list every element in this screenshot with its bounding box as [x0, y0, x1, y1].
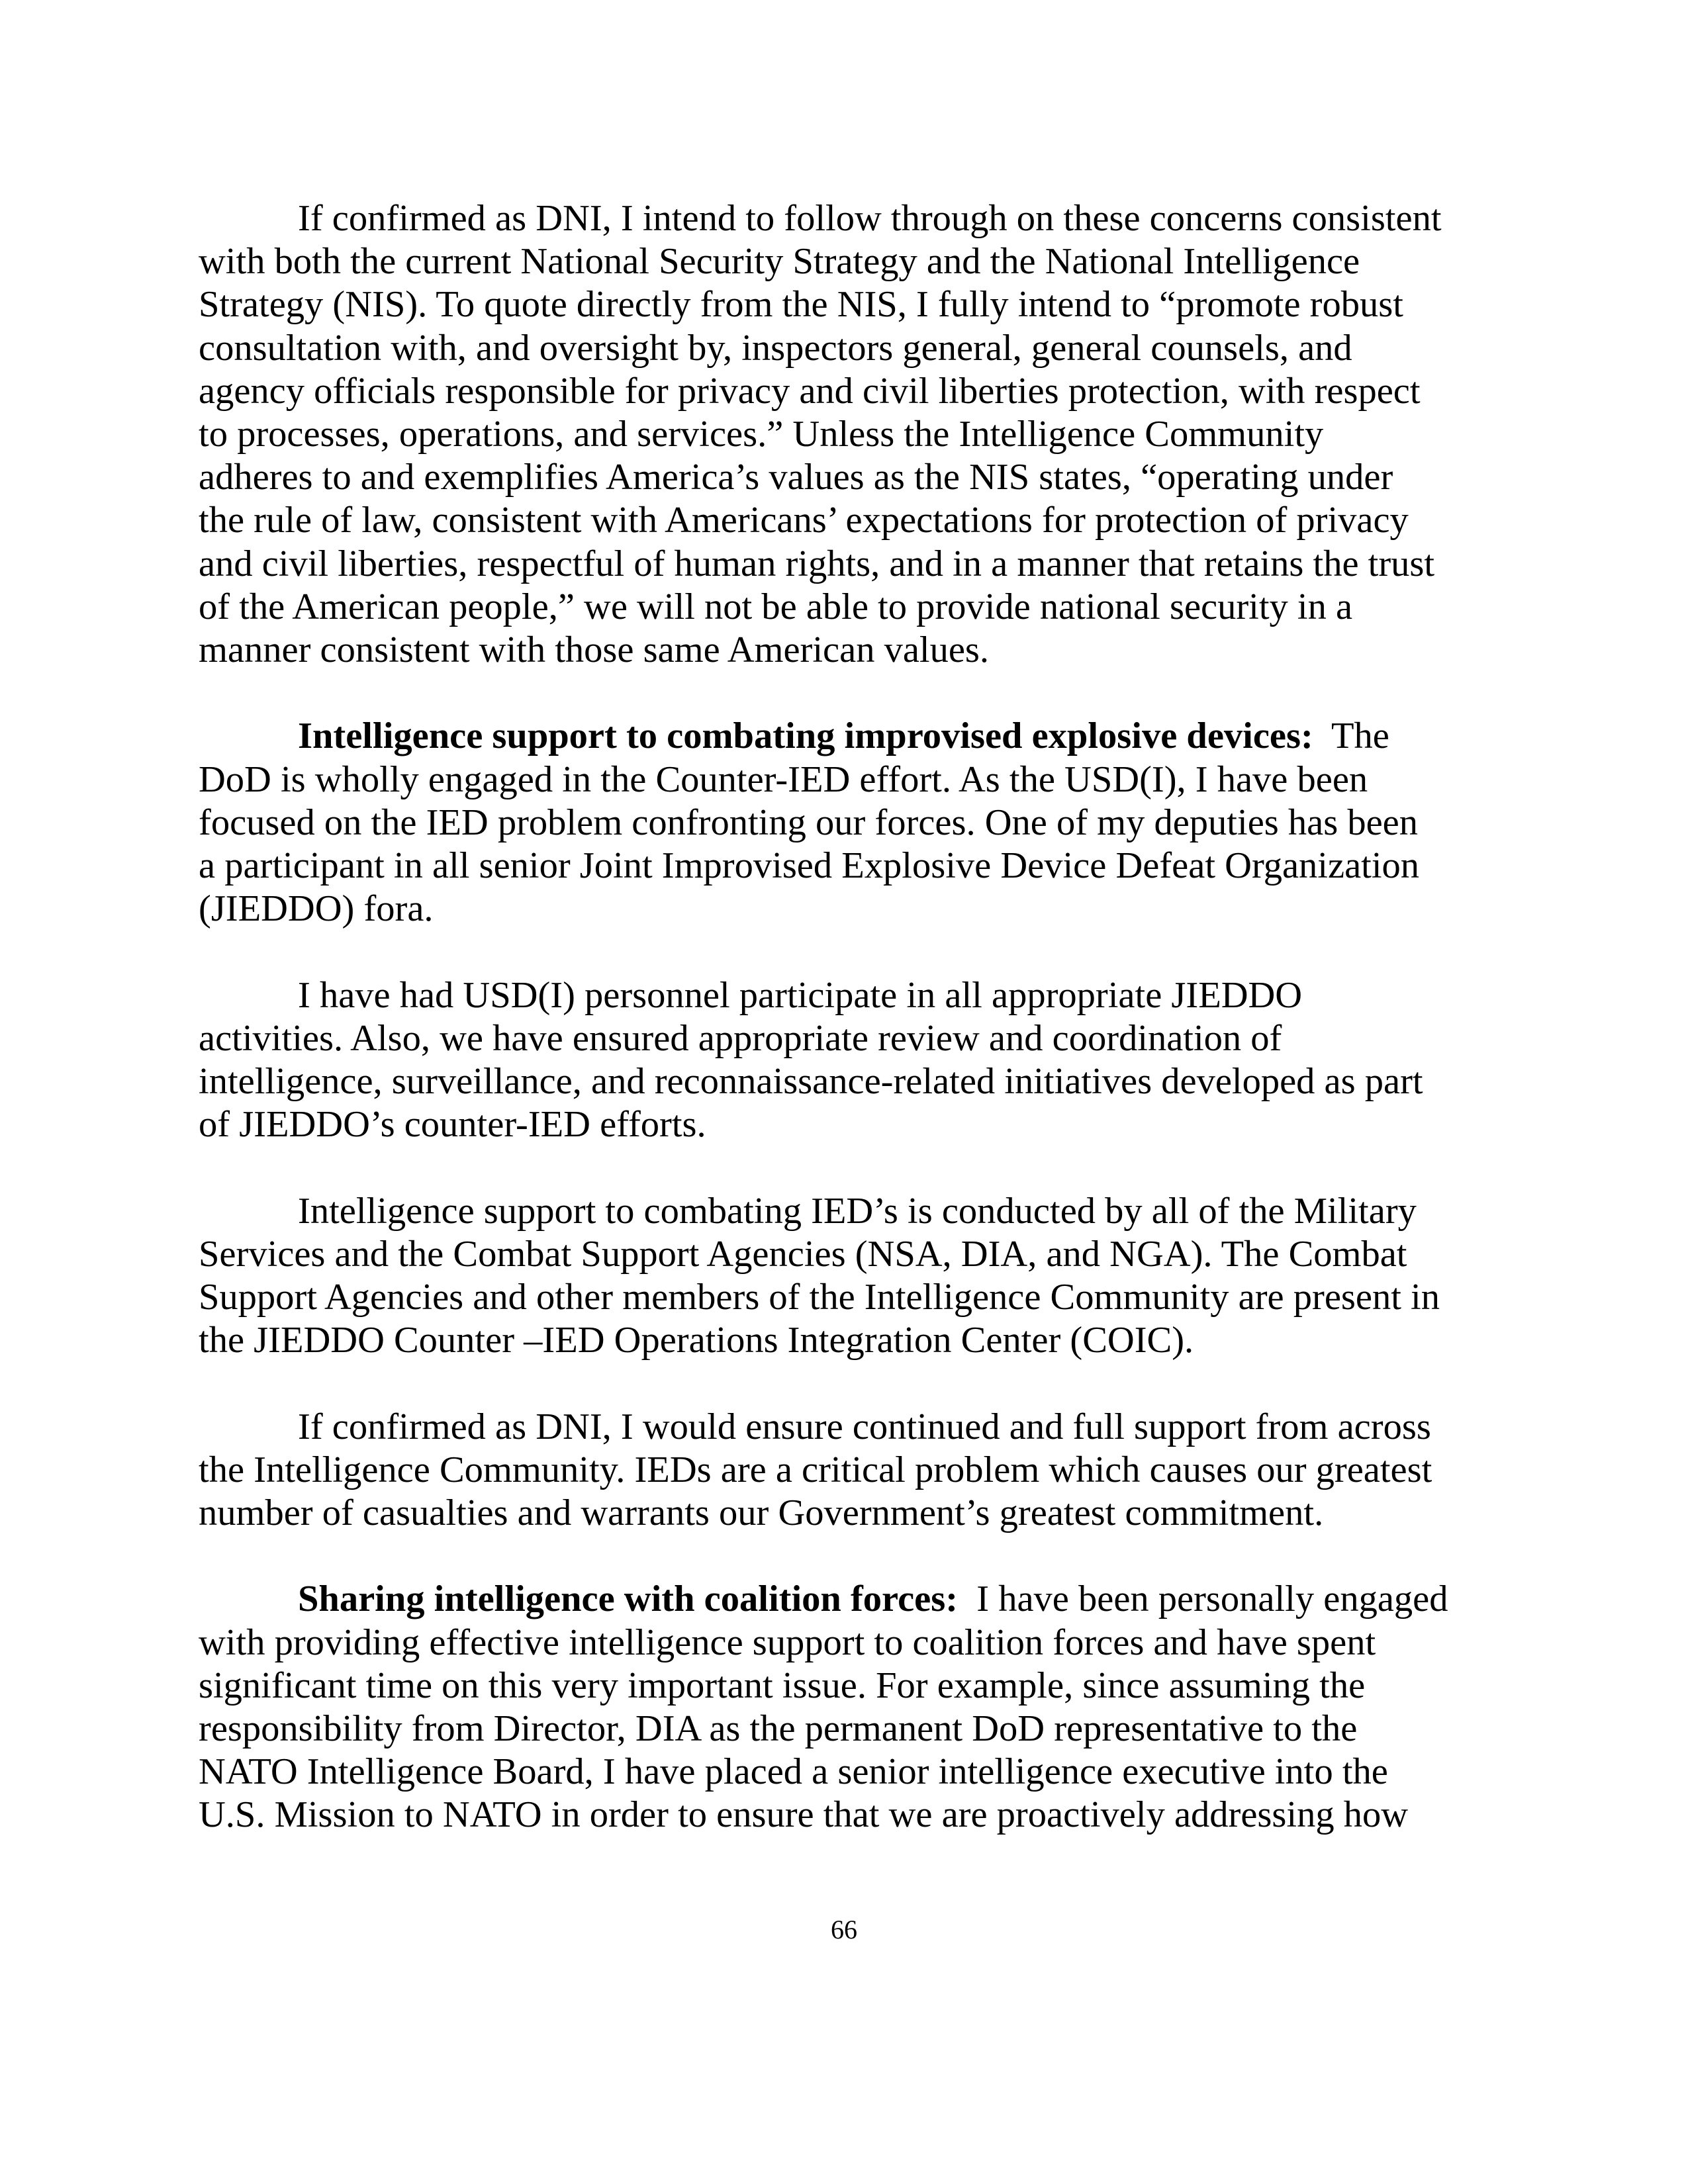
text-line: of the American people,” we will not be able to provide national security in a	[199, 586, 1353, 627]
paragraph-dni-oversight	[199, 197, 1504, 672]
text-line: intelligence, surveillance, and reconnaissance-related initiatives developed as part	[199, 1061, 1423, 1103]
text-line: the rule of law, consistent with Americans’ expectations for protection of privacy	[199, 500, 1409, 541]
paragraph-dni-support	[199, 1406, 1504, 1535]
section-heading: Intelligence support to combating improvised explosive devices:	[298, 715, 1313, 757]
text-line: number of casualties and warrants our Government’s greatest commitment.	[199, 1492, 1324, 1534]
text-line: manner consistent with those same American values.	[199, 629, 990, 671]
text-line: Support Agencies and other members of the Intelligence Community are present in	[199, 1277, 1440, 1318]
text-run: I have been personally engaged	[958, 1578, 1448, 1620]
text-line: significant time on this very important issue. For example, since assuming the	[199, 1664, 1366, 1706]
paragraph-combat-support-agencies	[199, 1190, 1504, 1363]
text-line: Services and the Combat Support Agencies (NSA, DIA, and NGA). The Combat	[199, 1233, 1407, 1275]
text-line: a participant in all senior Joint Improvised Explosive Device Defeat Organization	[199, 845, 1420, 887]
text-line: responsibility from Director, DIA as the permanent DoD representative to the	[199, 1708, 1358, 1750]
text-line: If confirmed as DNI, I would ensure continued and full support from across	[298, 1406, 1431, 1447]
text-line: activities. Also, we have ensured appropriate review and coordination of	[199, 1017, 1282, 1059]
text-line: U.S. Mission to NATO in order to ensure that we are proactively addressing how	[199, 1794, 1409, 1836]
text-line: the Intelligence Community. IEDs are a critical problem which causes our greatest	[199, 1449, 1432, 1490]
text-line: agency officials responsible for privacy and civil liberties protection, with respect	[199, 370, 1421, 412]
text-line: DoD is wholly engaged in the Counter-IED effort. As the USD(I), I have been	[199, 758, 1368, 800]
text-line: focused on the IED problem confronting our forces. One of my deputies has been	[199, 801, 1418, 843]
page-number: 66	[831, 1915, 857, 1944]
section-heading: Sharing intelligence with coalition forces:	[298, 1578, 959, 1620]
text-line: Strategy (NIS). To quote directly from the NIS, I fully intend to “promote robust	[199, 284, 1403, 326]
text-line: If confirmed as DNI, I intend to follow through on these concerns consistent	[298, 198, 1442, 239]
text-run: The	[1313, 715, 1389, 757]
text-line	[199, 715, 1504, 758]
paragraph-usdi-personnel	[199, 974, 1504, 1147]
text-line: adheres to and exemplifies America’s values as the NIS states, “operating under	[199, 457, 1393, 498]
text-line: with both the current National Security Strategy and the National Intelligence	[199, 241, 1360, 283]
text-line: of JIEDDO’s counter-IED efforts.	[199, 1104, 706, 1146]
text-line: NATO Intelligence Board, I have placed a senior intelligence executive into the	[199, 1751, 1388, 1793]
text-line: Intelligence support to combating IED’s is conducted by all of the Military	[298, 1190, 1417, 1232]
text-line: with providing effective intelligence support to coalition forces and have spent	[199, 1621, 1376, 1663]
text-line: to processes, operations, and services.” Unless the Intelligence Community	[199, 414, 1324, 455]
text-line	[199, 1578, 1504, 1621]
text-line: I have had USD(I) personnel participate in all appropriate JIEDDO	[298, 974, 1303, 1016]
paragraph-coalition-sharing	[199, 1578, 1504, 1837]
text-line: consultation with, and oversight by, inspectors general, general counsels, and	[199, 327, 1352, 369]
text-line: and civil liberties, respectful of human rights, and in a manner that retains the trust	[199, 543, 1435, 584]
text-line: the JIEDDO Counter –IED Operations Integration Center (COIC).	[199, 1320, 1194, 1361]
page-body	[199, 197, 1504, 1880]
paragraph-counter-ied	[199, 715, 1504, 931]
text-line: (JIEDDO) fora.	[199, 888, 434, 930]
